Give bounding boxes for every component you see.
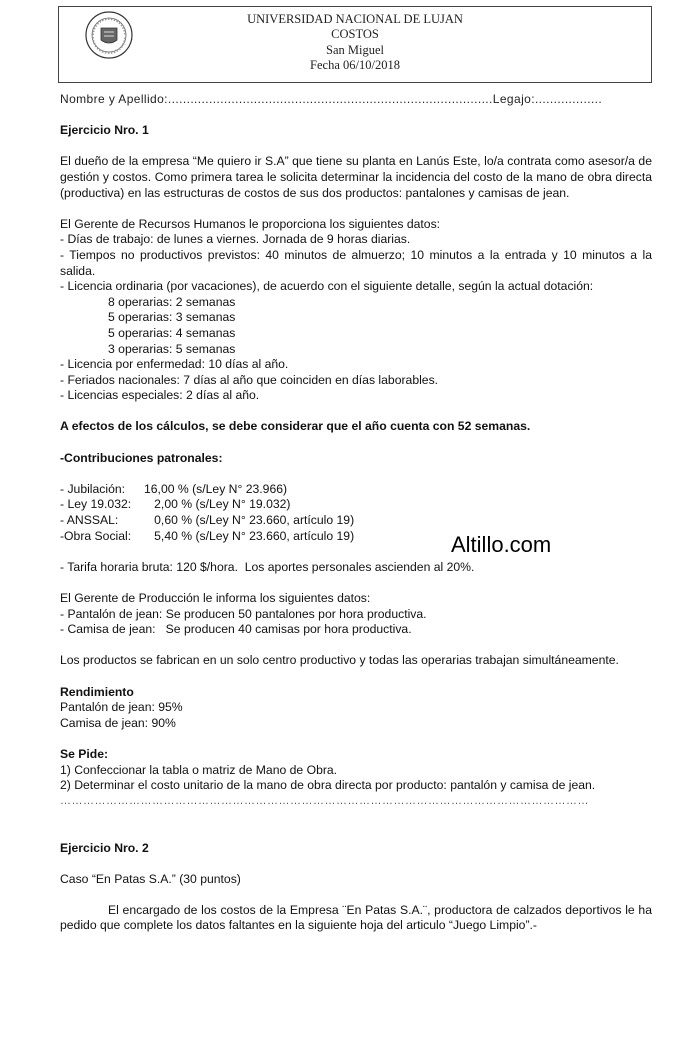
ex2-case: Caso “En Patas S.A.” (30 puntos) (60, 871, 241, 886)
name-legajo-line: Nombre y Apellido:.......................................................................................Legajo:.................. (60, 92, 603, 106)
hr-item: - Licencias especiales: 2 días al año. (60, 388, 260, 403)
vacation-item: 5 operarias: 3 semanas (108, 310, 236, 325)
prod-item: - Pantalón de jean: Se producen 50 pantalones por hora productiva. (60, 606, 427, 621)
center-note: Los productos se fabrican en un solo centro productivo y todas las operarias trabajan simultáneamente. (60, 653, 619, 668)
ex2-body: El encargado de los costos de la Empresa ¨En Patas S.A.¨, productora de calzados deportivos le ha pedido que complete los datos faltantes en la siguiente hoja del articulo “Juego Limpio”.- (60, 902, 652, 933)
contribution-row (60, 482, 652, 498)
hr-item: - Licencia por enfermedad: 10 días al año. (60, 357, 289, 372)
header-text (59, 12, 651, 73)
contribution-row (60, 513, 652, 529)
tariff-line: - Tarifa horaria bruta: 120 $/hora. Los aportes personales ascienden al 20%. (60, 559, 475, 574)
ex1-intro: El dueño de la empresa “Me quiero ir S.A” que tiene su planta en Lanús Este, lo/a contrata como asesor/a de gestión y costos. Como primera tarea le solicita determinar la incidencia del costo de la mano de obra directa (productiva) en las estructuras de costos de sus dos productos: pantalones y camisas de jean. (60, 154, 652, 200)
separator-line: ………………………………………………………………………………………………………………………… (60, 794, 589, 807)
contrib-title: -Contribuciones patronales: (60, 450, 223, 465)
hr-work-days: - Días de trabajo: de lunes a viernes. Jornada de 9 horas diarias. (60, 232, 411, 247)
contribution-row (60, 529, 652, 545)
vacation-item: 3 operarias: 5 semanas (108, 341, 236, 356)
hr-item: - Feriados nacionales: 7 días al año que coinciden en días laborables. (60, 372, 439, 387)
contribution-label: - ANSSAL: (60, 513, 119, 528)
yield-item: Camisa de jean: 90% (60, 715, 176, 730)
prod-intro: El Gerente de Producción le informa los siguientes datos: (60, 591, 371, 605)
contribution-value: 2,00 % (s/Ley N° 19.032) (144, 497, 291, 512)
ex2-title: Ejercicio Nro. 2 (60, 840, 149, 855)
watermark: Altillo.com (451, 532, 552, 557)
contribution-label: -Obra Social: (60, 528, 132, 543)
contribution-value: 5,40 % (s/Ley N° 23.660, artículo 19) (144, 528, 355, 543)
contribution-value: 0,60 % (s/Ley N° 23.660, artículo 19) (144, 513, 355, 528)
contribution-label: - Ley 19.032: (60, 497, 132, 512)
ex1-title: Ejercicio Nro. 1 (60, 123, 149, 138)
university-name: UNIVERSIDAD NACIONAL DE LUJAN (247, 12, 463, 26)
hr-nonprod-times: - Tiempos no productivos previstos: 40 minutos de almuerzo; 10 minutos a la entrada y 10 minutos a la salida. (60, 247, 652, 278)
yield-item: Pantalón de jean: 95% (60, 700, 183, 715)
subject-name: COSTOS (331, 27, 379, 42)
exam-date: Fecha 06/10/2018 (310, 57, 400, 72)
vacation-item: 5 operarias: 4 semanas (108, 325, 236, 340)
year-note: A efectos de los cálculos, se debe considerar que el año cuenta con 52 semanas. (60, 419, 531, 434)
ask-item: 2) Determinar el costo unitario de la mano de obra directa por producto: pantalón y camisa de jean. (60, 778, 596, 793)
prod-item: - Camisa de jean: Se producen 40 camisas por hora productiva. (60, 622, 412, 637)
ask-item: 1) Confeccionar la tabla o matriz de Mano de Obra. (60, 762, 338, 777)
contribution-value: 16,00 % (s/Ley N° 23.966) (144, 481, 288, 496)
vacation-item: 8 operarias: 2 semanas (108, 294, 236, 309)
contribution-row (60, 497, 652, 513)
hr-license: - Licencia ordinaria (por vacaciones), de acuerdo con el siguiente detalle, según la actual dotación: (60, 279, 594, 294)
hr-intro: El Gerente de Recursos Humanos le proporciona los siguientes datos: (60, 216, 441, 231)
document-body (60, 92, 652, 934)
yield-title: Rendimiento (60, 684, 134, 699)
ask-title: Se Pide: (60, 746, 109, 761)
contribution-label: - Jubilación: (60, 481, 126, 496)
header-box (58, 6, 652, 83)
location: San Miguel (326, 42, 384, 57)
